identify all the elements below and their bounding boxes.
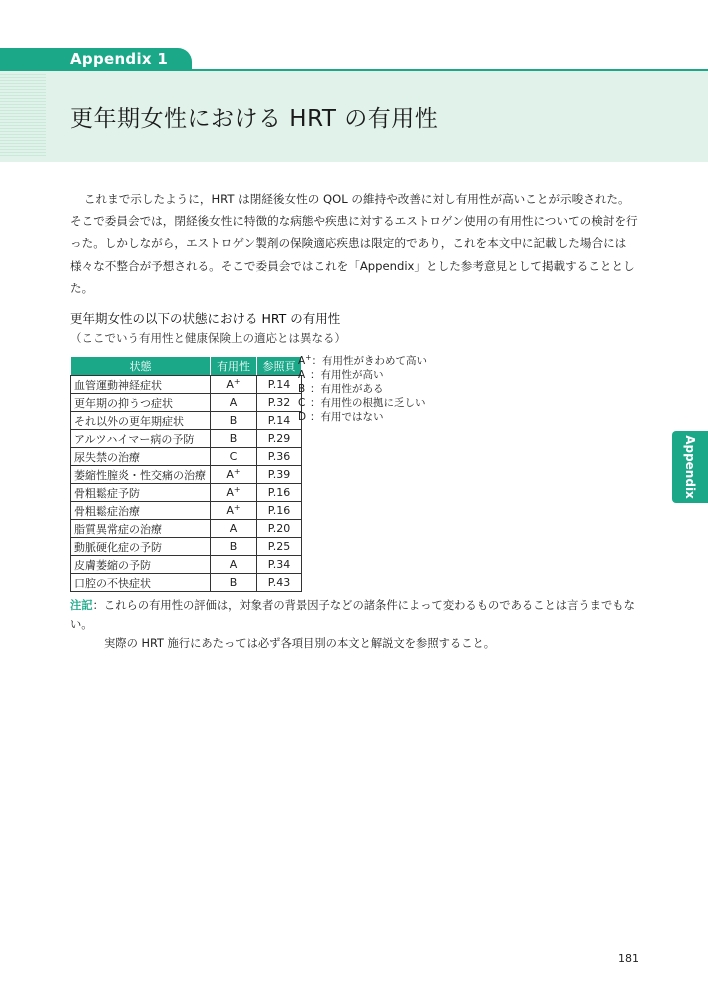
usefulness-cell [211, 376, 257, 394]
grade-letter: A [226, 504, 234, 517]
legend-grade-letter: A [298, 369, 306, 381]
grade-letter: B [229, 432, 238, 445]
note-line-1: ：これらの有用性の評価は，対象者の背景因子などの諸条件によって変わるものであることは言うまでもない。 [70, 599, 635, 631]
table-row [71, 430, 302, 448]
legend-grade-letter: A [298, 355, 306, 367]
usefulness-cell [211, 412, 257, 430]
legend-description: ：有用性がきわめて高い [311, 355, 427, 367]
legend-grade-letter: D [298, 411, 307, 423]
table-row [71, 502, 302, 520]
table-row [71, 394, 302, 412]
condition-cell: それ以外の更年期症状 [71, 412, 211, 430]
intro-paragraph: これまで示したように，HRT は閉経後女性の QOL の維持や改善に対し有用性が高いことが示唆された。そこで委員会では，閉経後女性に特徴的な病態や疾患に対するエストロゲン使用の有用性についての検討を行った。しかしながら，エストロゲン製剤の保険適応疾患は限定的であり，これを本文中に記載した場合には様々な不整合が予想される。そこで委員会ではこれを「Appendix」とした参考意見として掲載することとした。 [70, 192, 638, 295]
condition-cell: 皮膚萎縮の予防 [71, 556, 211, 574]
condition-cell: 動脈硬化症の予防 [71, 538, 211, 556]
grade-letter: A [229, 558, 238, 571]
table-row [71, 574, 302, 592]
usefulness-cell [211, 574, 257, 592]
legend-description: ：有用性がある [310, 383, 384, 395]
table-subtitle: （ここでいう有用性と健康保険上の適応とは異なる） [70, 331, 346, 345]
grade-letter: A [226, 486, 234, 499]
legend-item [298, 410, 427, 424]
reference-page-cell: P.25 [257, 538, 302, 556]
page-title: 更年期女性における HRT の有用性 [70, 106, 439, 132]
legend-grade [298, 396, 310, 410]
grade-plus: + [233, 467, 241, 476]
note-label: 注記 [70, 599, 93, 612]
appendix-side-tab [672, 431, 708, 503]
condition-cell: 尿失禁の治療 [71, 448, 211, 466]
legend-grade [298, 354, 311, 368]
usefulness-cell [211, 430, 257, 448]
legend-grade [298, 382, 310, 396]
legend-item [298, 396, 427, 410]
legend-grade [298, 368, 310, 382]
grade-plus: + [233, 485, 241, 494]
legend-item [298, 354, 427, 368]
reference-page-cell: P.29 [257, 430, 302, 448]
reference-page-cell: P.36 [257, 448, 302, 466]
legend-item [298, 368, 427, 382]
usefulness-cell [211, 448, 257, 466]
condition-cell: 骨粗鬆症治療 [71, 502, 211, 520]
condition-cell: 更年期の抑うつ症状 [71, 394, 211, 412]
usefulness-cell [211, 466, 257, 484]
legend-item [298, 382, 427, 396]
table-row [71, 484, 302, 502]
legend-grade-letter: C [298, 397, 306, 409]
header-reference-page: 参照頁 [257, 357, 302, 376]
reference-page-cell: P.32 [257, 394, 302, 412]
grade-letter: B [229, 414, 238, 427]
table-row [71, 466, 302, 484]
legend-grade-letter: B [298, 383, 306, 395]
condition-cell: 血管運動神経症状 [71, 376, 211, 394]
usefulness-cell [211, 556, 257, 574]
reference-page-cell: P.16 [257, 502, 302, 520]
table-header-row [71, 357, 302, 376]
condition-cell: 口腔の不快症状 [71, 574, 211, 592]
usefulness-cell [211, 394, 257, 412]
grade-letter: A [226, 378, 234, 391]
grade-plus: + [233, 377, 241, 386]
header-usefulness: 有用性 [211, 357, 257, 376]
appendix-label: Appendix 1 [0, 48, 192, 70]
reference-page-cell: P.14 [257, 412, 302, 430]
grade-letter: B [229, 540, 238, 553]
legend-description: ：有用ではない [310, 411, 384, 423]
condition-cell: 萎縮性膣炎・性交痛の治療 [71, 466, 211, 484]
grade-letter: A [229, 396, 238, 409]
grade-letter: A [229, 522, 238, 535]
table-row [71, 538, 302, 556]
condition-cell: 骨粗鬆症予防 [71, 484, 211, 502]
grade-letter: C [229, 450, 238, 463]
reference-page-cell: P.14 [257, 376, 302, 394]
grade-plus: + [233, 503, 241, 512]
table-row [71, 412, 302, 430]
condition-cell: アルツハイマー病の予防 [71, 430, 211, 448]
grade-letter: A [226, 468, 234, 481]
hrt-usefulness-table [70, 356, 302, 592]
table-title: 更年期女性の以下の状態における HRT の有用性 [70, 311, 341, 326]
table-row [71, 448, 302, 466]
reference-page-cell: P.39 [257, 466, 302, 484]
usefulness-cell [211, 484, 257, 502]
note-block [70, 596, 650, 653]
legend-description: ：有用性が高い [310, 369, 384, 381]
table-row [71, 520, 302, 538]
legend-grade [298, 410, 310, 424]
reference-page-cell: P.43 [257, 574, 302, 592]
condition-cell: 脂質異常症の治療 [71, 520, 211, 538]
reference-page-cell: P.20 [257, 520, 302, 538]
reference-page-cell: P.34 [257, 556, 302, 574]
page-number: 181 [618, 952, 639, 965]
legend-grade-plus: + [305, 353, 312, 362]
legend-description: ：有用性の根拠に乏しい [310, 397, 426, 409]
usefulness-cell [211, 538, 257, 556]
header-condition: 状態 [71, 357, 211, 376]
table-row [71, 376, 302, 394]
grade-letter: B [229, 576, 238, 589]
side-tab-label: Appendix [683, 435, 697, 499]
usefulness-legend [298, 354, 427, 424]
usefulness-cell [211, 502, 257, 520]
reference-page-cell: P.16 [257, 484, 302, 502]
usefulness-cell [211, 520, 257, 538]
table-row [71, 556, 302, 574]
note-line-2: 実際の HRT 施行にあたっては必ず各項目別の本文と解説文を参照すること。 [104, 637, 496, 650]
